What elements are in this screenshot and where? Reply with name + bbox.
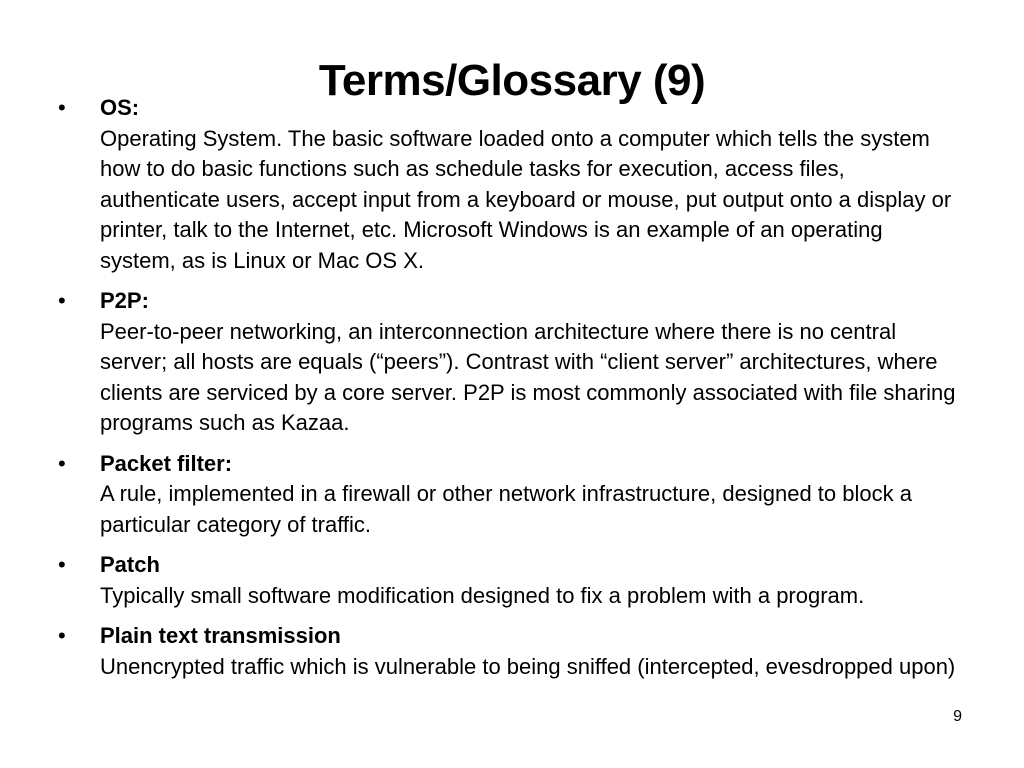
term-definition: Operating System. The basic software loaded onto a computer which tells the system how to do basic functions such as schedule tasks for execution, access files, authenticate users, accept input from a keyboard or mouse, put output onto a display or printer, talk to the Internet, etc. Microsoft Windows is an example of an operating system, as is Linux or Mac OS X. bbox=[100, 125, 952, 273]
glossary-item-patch bbox=[58, 550, 958, 611]
term-definition: A rule, implemented in a firewall or other network infrastructure, designed to block a particular category of traffic. bbox=[100, 481, 912, 537]
page-number: 9 bbox=[953, 708, 962, 725]
bullet-icon: • bbox=[58, 450, 66, 476]
glossary-item-os bbox=[58, 93, 958, 276]
glossary-item-p2p bbox=[58, 286, 958, 439]
bullet-icon: • bbox=[58, 288, 66, 313]
term-name: Patch bbox=[100, 552, 160, 577]
term-name: P2P: bbox=[100, 288, 149, 313]
bullet-icon: • bbox=[58, 95, 66, 120]
glossary-item-plain-text-transmission bbox=[58, 621, 958, 682]
glossary-item-packet-filter bbox=[58, 449, 958, 541]
term-definition: Unencrypted traffic which is vulnerable to being sniffed (intercepted, evesdropped upon) bbox=[100, 653, 956, 679]
term-definition: Peer-to-peer networking, an interconnection architecture where there is no central server; all hosts are equals (“peers”). Contrast with “client server” architectures, where clients are serviced by a core server. P2P is most commonly associated with file sharing programs such as Kazaa. bbox=[100, 318, 956, 435]
term-name: OS: bbox=[100, 95, 140, 120]
glossary-list bbox=[58, 93, 958, 692]
term-definition: Typically small software modification designed to fix a problem with a program. bbox=[100, 582, 865, 608]
bullet-icon: • bbox=[58, 623, 66, 648]
bullet-icon: • bbox=[58, 552, 66, 577]
slide-title: Terms/Glossary (9) bbox=[318, 56, 706, 106]
term-name: Plain text transmission bbox=[100, 623, 341, 648]
term-name: Packet filter: bbox=[100, 450, 233, 476]
